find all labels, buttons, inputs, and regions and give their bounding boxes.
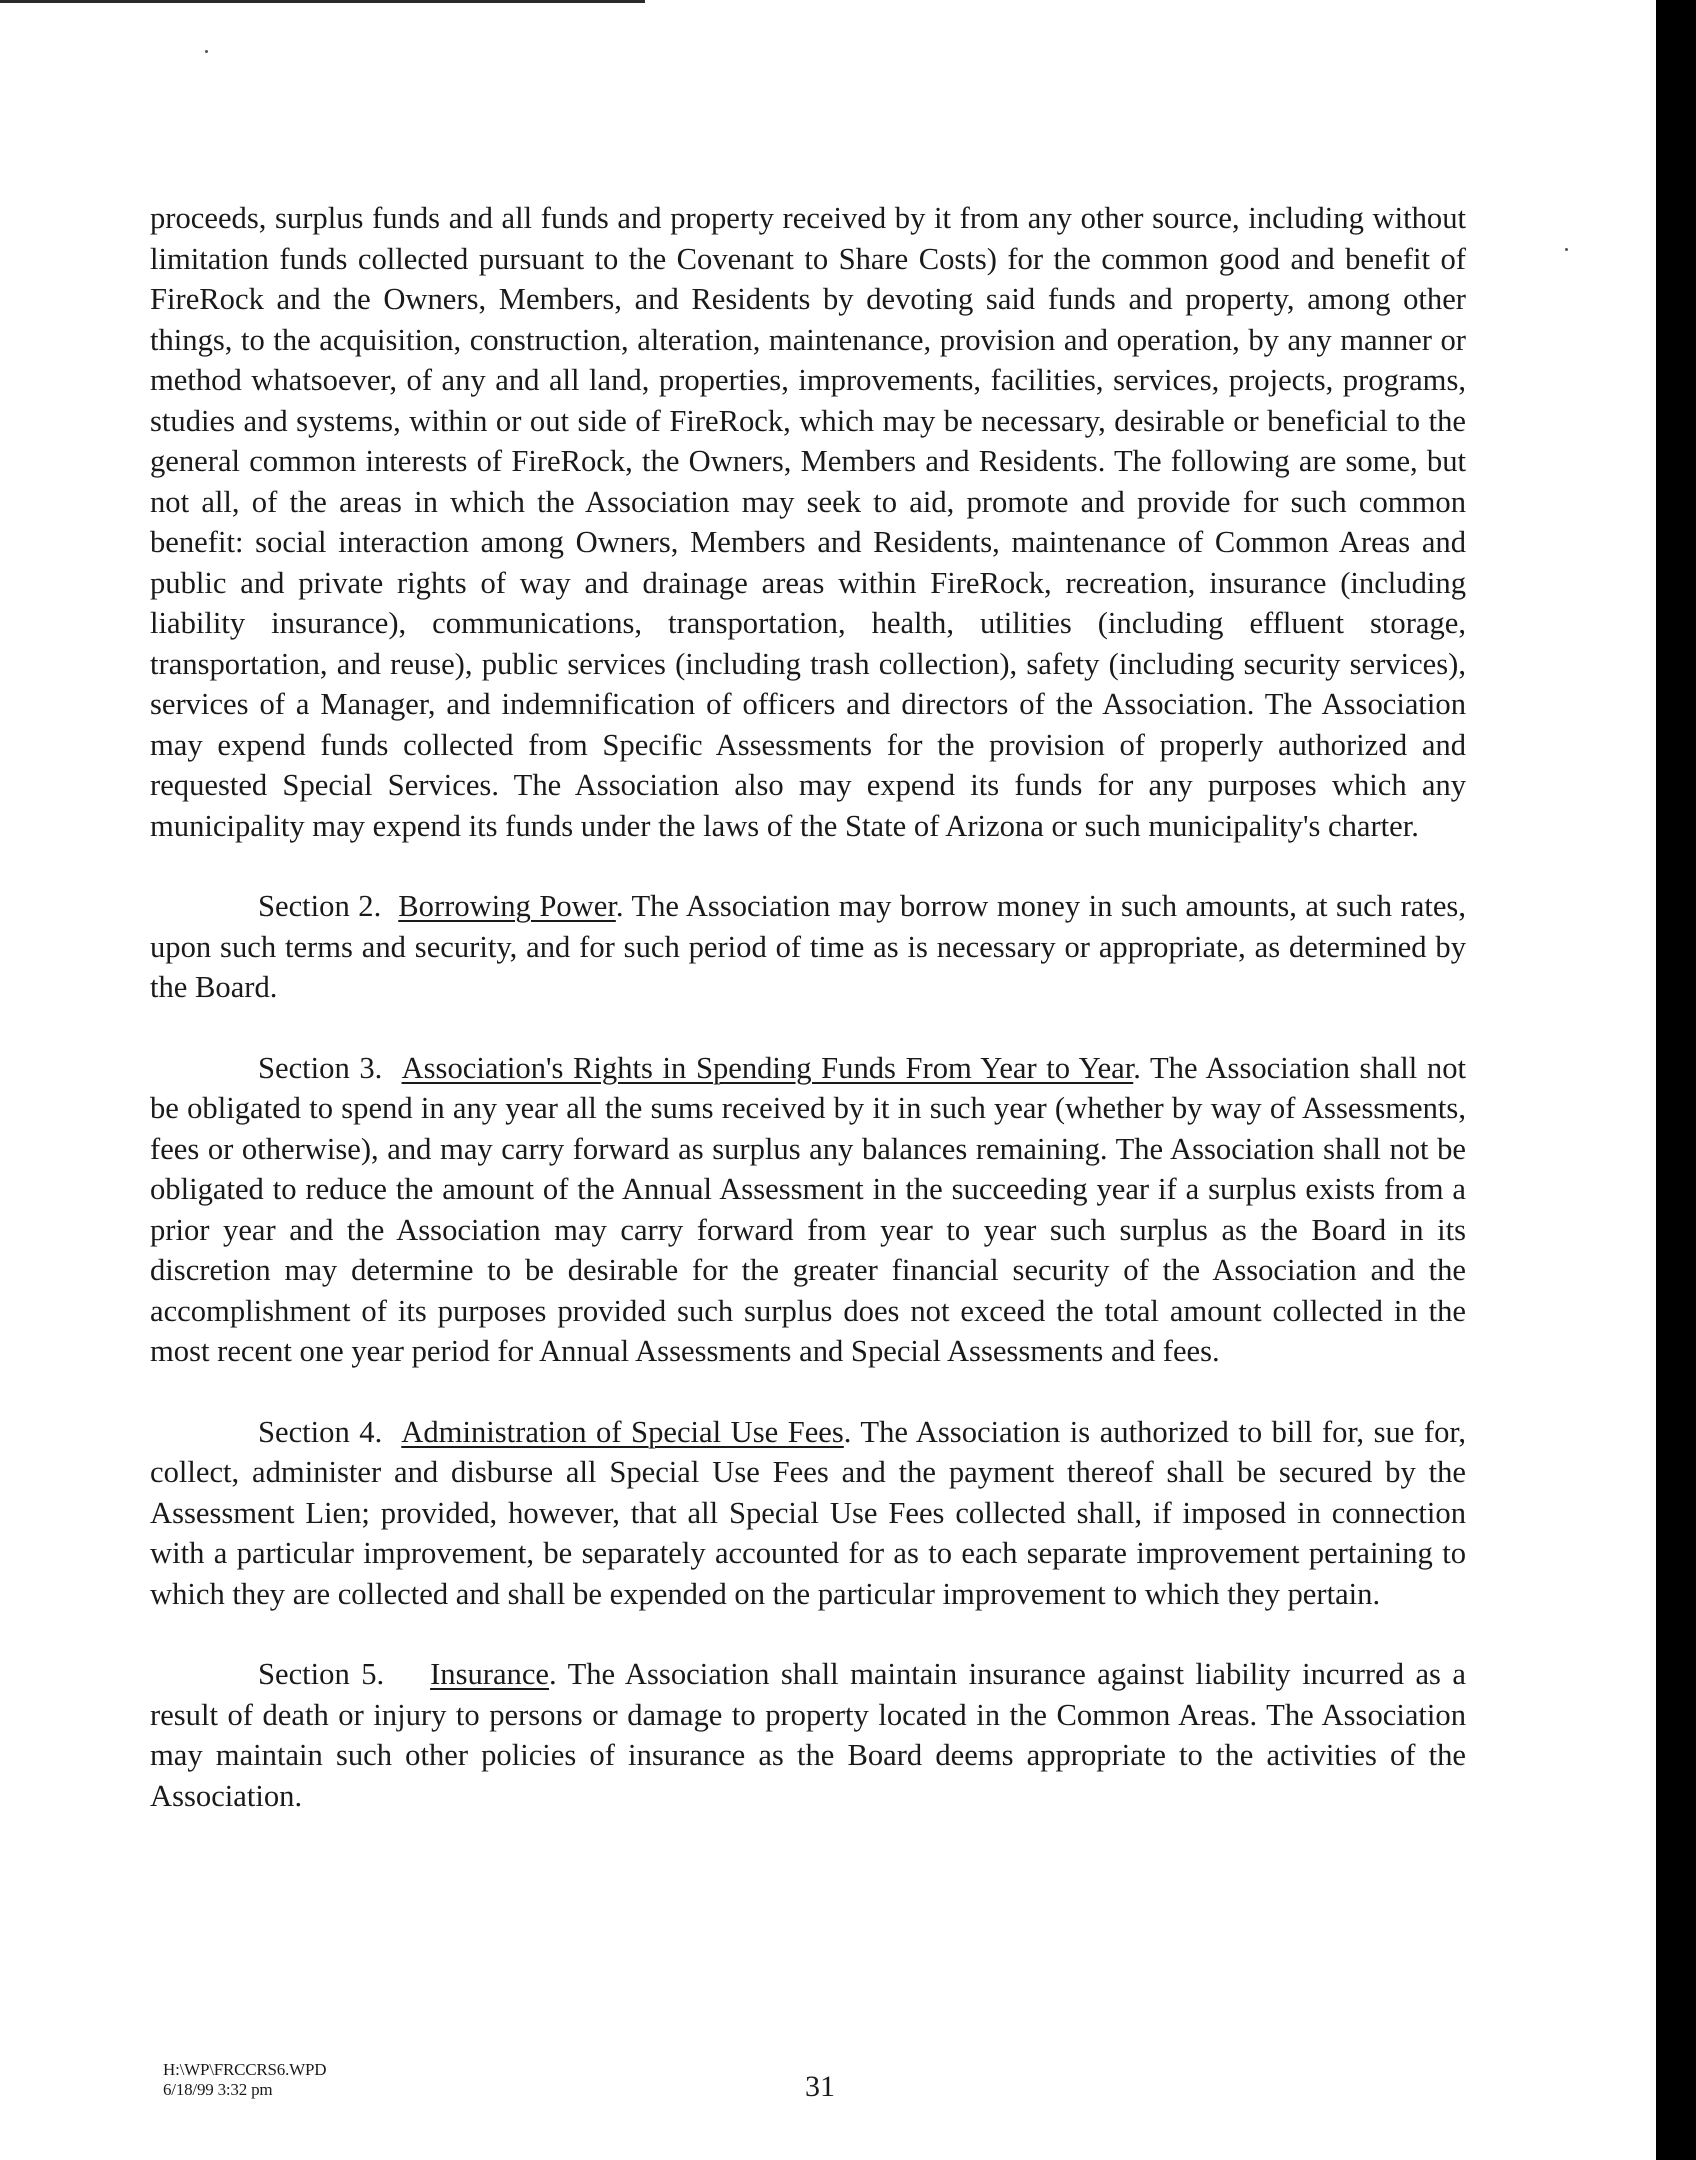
- section-5: [150, 1654, 1466, 1816]
- section-number: Section 4.: [258, 1414, 383, 1449]
- section-4: [150, 1412, 1466, 1615]
- section-3: [150, 1048, 1466, 1372]
- section-text: . The Association is authorized to bill for, sue for, collect, administer and disburse all Special Use Fees and the payment thereof shall be secured by the Assessment Lien; provided, however, that all Special Use Fees collected shall, if imposed in connection with a particular improvement, be separately accounted for as to each separate improvement pertaining to which they are collected and shall be expended on the particular improvement to which they pertain.: [150, 1414, 1466, 1611]
- footer-file-info: [163, 2060, 326, 2100]
- scan-speck: [1565, 248, 1568, 251]
- section-2: [150, 886, 1466, 1008]
- scan-speck: [205, 50, 208, 53]
- section-heading: Borrowing Power: [398, 889, 616, 923]
- section-number: Section 3.: [258, 1050, 383, 1085]
- section-text: . The Association shall maintain insurance against liability incurred as a result of death or injury to persons or damage to property located in the Common Areas. The Association may maintain such other policies of insurance as the Board deems appropriate to the activities of the Association.: [150, 1657, 1466, 1813]
- scan-right-edge: [1656, 0, 1696, 2160]
- page-number: 31: [805, 2070, 835, 2103]
- footer-timestamp: 6/18/99 3:32 pm: [163, 2080, 273, 2099]
- footer-file-path: H:\WP\FRCCRS6.WPD: [163, 2060, 327, 2079]
- section-heading: Association's Rights in Spending Funds From Year to Year: [401, 1050, 1134, 1085]
- scan-top-rule: [0, 0, 645, 3]
- document-body: [150, 198, 1466, 1816]
- section-text: . The Association shall not be obligated to spend in any year all the sums received by it in such year (whether by way of Assessments, fees or otherwise), and may carry forward as surplus any balances remaining. The Association shall not be obligated to reduce the amount of the Annual Assessment in the succeeding year if a surplus exists from a prior year and the Association may carry forward from year to year such surplus as the Board in its discretion may determine to be desirable for the greater financial security of the Association and the accomplishment of its purposes provided such surplus does not exceed the total amount collected in the most recent one year period for Annual Assessments and Special Assessments and fees.: [150, 1050, 1466, 1368]
- section-text: . The Association may borrow money in such amounts, at such rates, upon such terms and security, and for such period of time as is necessary or appropriate, as determined by the Board.: [150, 889, 1466, 1004]
- continuation-paragraph: proceeds, surplus funds and all funds and property received by it from any other source, including without limitation funds collected pursuant to the Covenant to Share Costs) for the common good and benefit of FireRock and the Owners, Members, and Residents by devoting said funds and property, among other things, to the acquisition, construction, alteration, maintenance, provision and operation, by any manner or method whatsoever, of any and all land, properties, improvements, facilities, services, projects, programs, studies and systems, within or out side of FireRock, which may be necessary, desirable or beneficial to the general common interests of FireRock, the Owners, Members and Residents. The following are some, but not all, of the areas in which the Association may seek to aid, promote and provide for such common benefit: social interaction among Owners, Members and Residents, maintenance of Common Areas and public and private rights of way and drainage areas within FireRock, recreation, insurance (including liability insurance), communications, transportation, health, utilities (including effluent storage, transportation, and reuse), public services (including trash collection), safety (including security services), services of a Manager, and indemnification of officers and directors of the Association. The Association may expend funds collected from Specific Assessments for the provision of properly authorized and requested Special Services. The Association also may expend its funds for any purposes which any municipality may expend its funds under the laws of the State of Arizona or such municipality's charter.: [150, 201, 1466, 843]
- section-number: Section 2.: [258, 889, 382, 923]
- section-number: Section 5.: [258, 1657, 385, 1691]
- section-heading: Administration of Special Use Fees: [401, 1414, 844, 1449]
- section-heading: Insurance: [430, 1657, 549, 1691]
